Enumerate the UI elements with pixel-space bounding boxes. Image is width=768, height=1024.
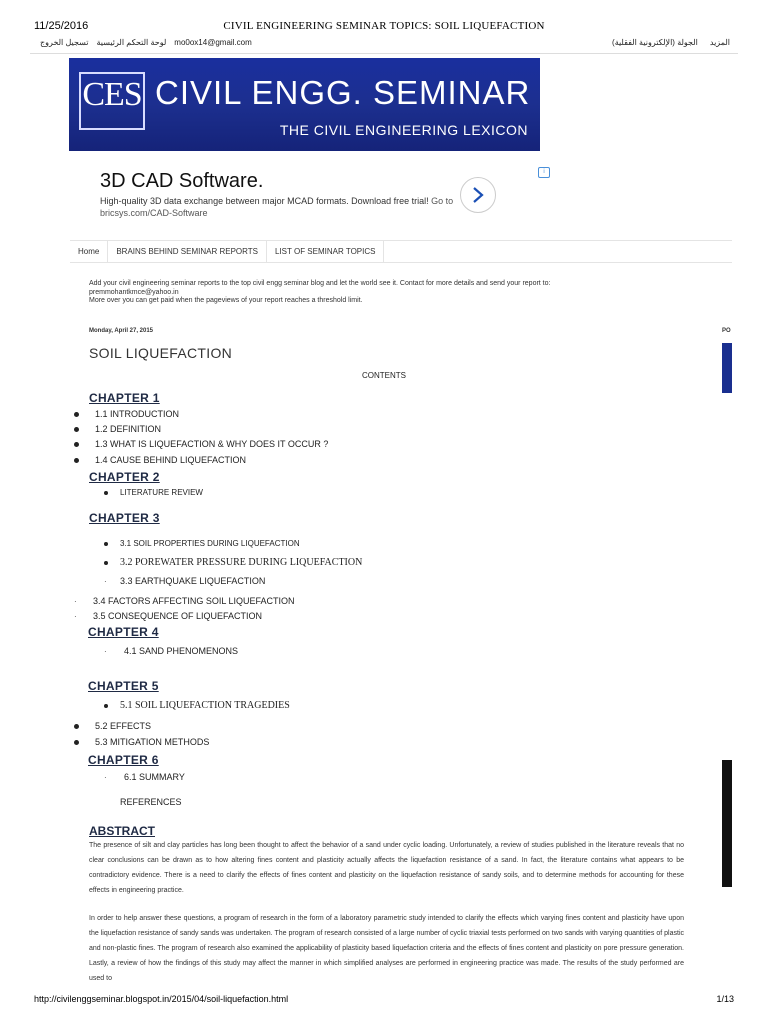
blogger-bar xyxy=(612,38,730,47)
print-title: CIVIL ENGINEERING SEMINAR TOPICS: SOIL LIQUEFACTION xyxy=(223,20,545,32)
bullet xyxy=(74,458,79,463)
list-item: 1.4 CAUSE BEHIND LIQUEFACTION xyxy=(74,455,246,465)
bullet: · xyxy=(74,597,77,606)
bullet xyxy=(104,491,108,495)
bullet: · xyxy=(104,773,107,782)
list-item: 3.1 SOIL PROPERTIES DURING LIQUEFACTION xyxy=(104,539,300,548)
references-label: REFERENCES xyxy=(120,797,182,807)
chapter-heading: CHAPTER 4 xyxy=(88,625,159,639)
chapter-heading: CHAPTER 6 xyxy=(88,753,159,767)
bullet xyxy=(74,427,79,432)
post-date: Monday, April 27, 2015 xyxy=(89,328,154,334)
bullet xyxy=(104,704,108,708)
bullet: · xyxy=(104,577,107,586)
chevron-right-icon xyxy=(471,186,485,204)
list-item: · 3.3 EARTHQUAKE LIQUEFACTION xyxy=(104,576,266,586)
list-item: 5.1 SOIL LIQUEFACTION TRAGEDIES xyxy=(104,700,290,711)
post-title[interactable]: SOIL LIQUEFACTION xyxy=(89,345,233,361)
ad-title[interactable]: 3D CAD Software. xyxy=(100,170,264,192)
sign-out-link[interactable]: تسجيل الخروج xyxy=(40,38,89,47)
abstract-paragraph: The presence of silt and clay particles has long been thought to affect the behavior of a sand under cyclic loading. Unfortunately, a review of studies published in the literature reveals that no clear conclusions can be drawn as to how altering fines content and plasticity actually affects the liquefaction resistance of a sand. In fact, the literature contains what appears to be contradictory evidence. There is a need to clarify the effects of fines content and plasticity on the liquefaction resistance of sandy soils, and to determine methods for accounting for these effects in engineering practice. xyxy=(89,842,684,894)
abstract-paragraph: In order to help answer these questions, a program of research in the form of a laboratory parametric study intended to clarify the effects which varying fines content and plasticity have upon the liquefaction resistance of sandy sands was undertaken. The program of research consisted of a large number of cyclic triaxial tests performed on two sands with varying quantities of plastic and non-plastic fines. The program of research also examined the applicability of plasticity based liquefaction criteria and the effects of fines content and plasticity on pore pressure generation. Lastly, a review of how the findings of this study may affect the manner in which simplified analyses are performed in engineering practice was made. The results of the study performed are used to xyxy=(89,915,684,982)
list-item: 1.3 WHAT IS LIQUEFACTION & WHY DOES IT OCCUR ? xyxy=(74,439,328,449)
sidebar-image[interactable] xyxy=(722,760,732,887)
notice-text xyxy=(89,280,649,306)
bullet xyxy=(74,740,79,745)
chapter-heading: CHAPTER 5 xyxy=(88,679,159,693)
list-item: · 3.4 FACTORS AFFECTING SOIL LIQUEFACTION xyxy=(74,596,295,606)
bullet xyxy=(74,412,79,417)
chapter-heading: CHAPTER 2 xyxy=(89,470,160,484)
sidebar-label: PO xyxy=(722,328,731,334)
list-item: 5.3 MITIGATION METHODS xyxy=(74,737,209,747)
dashboard-link[interactable]: لوحة التحكم الرئيسية xyxy=(96,38,167,47)
divider xyxy=(70,262,732,263)
print-date: 11/25/2016 xyxy=(34,20,89,32)
nav-brains-behind[interactable]: BRAINS BEHIND SEMINAR REPORTS xyxy=(108,241,267,262)
bullet xyxy=(104,561,108,565)
sidebar-image[interactable] xyxy=(722,343,732,393)
nav-home[interactable]: Home xyxy=(70,241,108,262)
notice-email[interactable]: premmohantkmce@yahoo.in xyxy=(89,288,179,296)
bullet: · xyxy=(104,647,107,656)
bullet xyxy=(74,442,79,447)
logo: CES xyxy=(82,76,142,113)
blog-header-banner[interactable] xyxy=(69,58,540,151)
contents-label: CONTENTS xyxy=(362,371,406,380)
more-link[interactable]: المزيد xyxy=(709,38,730,47)
next-blog-link[interactable]: الجولة (الإلكترونية الفقلية) xyxy=(612,38,698,47)
list-item: · 4.1 SAND PHENOMENONS xyxy=(104,646,239,656)
bullet xyxy=(74,724,79,729)
divider xyxy=(30,53,738,54)
notice-line: Add your civil engineering seminar reports to the top civil engg seminar blog and let the world see it. Contact for more details and send your report to: xyxy=(89,280,551,287)
page-number: 1/13 xyxy=(716,994,734,1004)
account-email: mo0ox14@gmail.com xyxy=(174,38,252,47)
blog-subtitle: THE CIVIL ENGINEERING LEXICON xyxy=(279,122,528,138)
notice-line: More over you can get paid when the pageviews of your report reaches a threshold limit. xyxy=(89,297,363,304)
list-item: · 3.5 CONSEQUENCE OF LIQUEFACTION xyxy=(74,611,263,621)
chapter-heading: CHAPTER 1 xyxy=(89,391,160,405)
ad-link[interactable]: Go to bricsys.com/CAD-Software xyxy=(100,196,454,218)
ad-description xyxy=(100,195,460,219)
bullet xyxy=(104,542,108,546)
list-item: 3.2 POREWATER PRESSURE DURING LIQUEFACTION xyxy=(104,557,362,568)
list-item: 1.1 INTRODUCTION xyxy=(74,409,179,419)
blog-title: CIVIL ENGG. SEMINAR xyxy=(155,74,531,111)
ad-info-icon[interactable]: i xyxy=(538,167,550,178)
chapter-heading: CHAPTER 3 xyxy=(89,511,160,525)
list-item: 5.2 EFFECTS xyxy=(74,721,151,731)
list-item: 1.2 DEFINITION xyxy=(74,424,161,434)
bullet: · xyxy=(74,612,77,621)
nav-seminar-topics[interactable]: LIST OF SEMINAR TOPICS xyxy=(267,241,384,262)
list-item: · 6.1 SUMMARY xyxy=(104,772,185,782)
ad-text: High-quality 3D data exchange between major MCAD formats. Download free trial! xyxy=(100,196,429,206)
account-bar xyxy=(40,38,252,47)
abstract-heading: ABSTRACT xyxy=(89,824,155,838)
page-nav xyxy=(70,241,384,262)
footer-url: http://civilenggseminar.blogspot.in/2015/04/soil-liquefaction.html xyxy=(34,994,289,1004)
list-item: LITERATURE REVIEW xyxy=(104,488,203,497)
ad-go-button[interactable] xyxy=(460,177,496,213)
